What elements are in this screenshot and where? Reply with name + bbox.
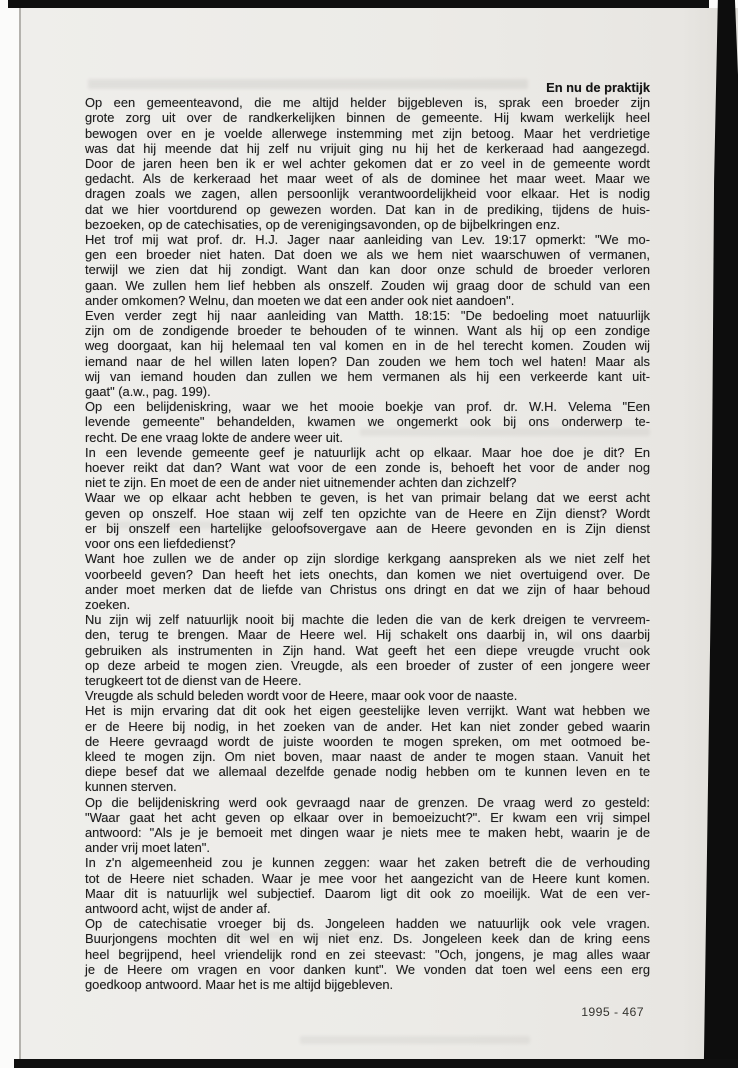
paragraph [85,688,650,703]
text-line: gen een broeder niet haten. Dat doen we als we hem niet waarschuwen of vermanen, [85,247,650,263]
text-line: Vreugde als schuld beleden wordt voor de Heere, maar ook voor de naaste. [85,688,518,704]
text-line: terwijl we zien dat hij zondigt. Want dan kan door onze schuld de broeder verloren [85,262,650,278]
text-line: wij van iemand houden dan zullen we hem vermanen als hij een verkeerde kant uit- [85,368,650,384]
text-line: Maar dit is natuurlijk wel subjectief. Daarom ligt dit ook zo moeilijk. Wat de een ver- [85,885,650,901]
text-line: antwoord acht, wijst de ander af. [85,900,271,916]
text-line: Op een gemeenteavond, die me altijd helder bijgebleven is, sprak een broeder zijn [85,95,650,111]
text-line: Waar we op elkaar acht hebben te geven, is het van primair belang dat we eerst acht [85,490,650,506]
text-line: gebruiken als instrumenten in Zijn hand. Wat geeft het een diepe vreugde vrucht ook [85,642,650,658]
bleed-through-mark [300,1036,530,1044]
paragraph [85,855,650,916]
text-line: voorbeeld geven? Dan heeft het iets onechts, dan komen we niet overtuigend over. De [85,566,650,582]
text-line: de Heere gevraagd wordt de juiste woorden te mogen spreken, om met ootmoed be- [85,733,650,749]
text-line: gaan. We zullen hem lief hebben als onszelf. Zouden wij graag door de schuld van een [85,277,650,293]
article-body [85,95,650,992]
text-line: dat we hier voortdurend op gewezen worden. Dat kan in de prediking, tijdens de huis- [85,201,650,217]
paragraph [85,703,650,794]
text-line: diepe besef dat we allemaal dezelfde genade nodig hebben om te kunnen leven en te [85,764,650,780]
article-text-column [85,80,650,992]
text-line: Op die belijdeniskring werd ook gevraagd naar de grenzen. De vraag werd zo gesteld: [85,794,650,810]
text-line: tot de Heere niet schaden. Waar je mee voor het aangezicht van de Heere kunt komen. [85,870,650,886]
text-line: zoeken. [85,596,131,612]
paragraph [85,308,650,399]
scan-edge-top [8,0,709,8]
paragraph [85,445,650,491]
text-line: geven op onszelf. Hoe staan wij zelf ten opzichte van de Heere en Zijn dienst? Wordt [85,505,650,521]
text-line: recht. De ene vraag lokte de andere weer uit. [85,429,343,445]
text-line: ander omkomen? Welnu, dan moeten we dat een ander ook niet aandoen". [85,292,515,308]
text-line: gaat" (a.w., pag. 199). [85,384,211,400]
text-line: Buurjongens mochten dit wel en wij niet enz. Ds. Jongeleen keek dan de kring eens [85,931,650,947]
text-line: er de Heere bij nodig, in het zoeken van de ander. Het kan niet zonder gebed waarin [85,718,650,734]
text-line: Nu zijn wij zelf natuurlijk nooit bij machte die leden die van de kerk dreigen te vervreem- [85,612,650,628]
text-line: "Waar gaat het acht geven op elkaar over in bemoeizucht?". Er kwam een vrij simpel [85,809,650,825]
paragraph [85,399,650,445]
paragraph [85,612,650,688]
text-line: Door de jaren heen ben ik er wel achter gekomen dat er zo veel in de gemeente wordt [85,156,650,172]
text-line: dragen zoals we zagen, allen persoonlijk verantwoordelijkheid voor elkaar. Het is nodig [85,186,650,202]
text-line: Op de catechisatie vroeger bij ds. Jongeleen hadden we natuurlijk ook vele vragen. [85,916,650,932]
text-line: Het trof mij wat prof. dr. H.J. Jager naar aanleiding van Lev. 19:17 opmerkt: "We mo- [85,232,650,248]
text-line: Het is mijn ervaring dat dit ook het eigen geestelijke leven verrijkt. Want wat hebben we [85,703,650,719]
page-gutter-line [19,8,21,1060]
paragraph [85,916,650,992]
text-line: bewogen over en je voelde allerwege instemming met zijn betoog. Maar het verdrietige [85,125,650,141]
text-line: gedacht. Als de kerkeraad het maar weet of als de dominee het maar weet. Maar we [85,171,650,187]
paragraph [85,95,650,232]
page-number: 1995 - 467 [581,1005,644,1019]
scan-edge-bottom [14,1059,738,1068]
paragraph [85,551,650,612]
text-line: den, terug te brengen. Maar de Heere wel. Hij schakelt ons daarbij in, wil ons daarbij [85,627,650,643]
text-line: heel begrijpend, heel vriendelijk rond en zei steevast: "Och, jongens, je mag alles waar [85,946,650,962]
text-line: levende gemeente" behandelden, kwamen we ongemerkt ook bij ons onderwerp te- [85,414,650,430]
text-line: terugkeert tot de dienst van de Heere. [85,672,302,688]
text-line: In een levende gemeente geef je natuurlijk acht op elkaar. Maar hoe doe je dit? En [85,444,650,460]
text-line: kleed te mogen zijn. Om niet boven, maar naast de ander te mogen staan. Vanuit het [85,748,650,764]
text-line: Op een belijdeniskring, waar we het mooie boekje van prof. dr. W.H. Velema "Een [85,399,650,415]
article-section-title: En nu de praktijk [546,80,650,95]
text-line: Even verder zegt hij naar aanleiding van Matth. 18:15: "De bedoeling moet natuurlijk [85,308,650,324]
paragraph [85,795,650,856]
text-line: op deze arbeid te mogen zien. Vreugde, als een broeder of zuster of een jongere weer [85,657,650,673]
paragraph [85,232,650,308]
text-line: Want hoe zullen we de ander op zijn slordige kerkgang aanspreken als we niet zelf het [85,551,650,567]
text-line: er bij onszelf een hartelijke geloofsovergave aan de Heere gevonden en is Zijn dienst [85,520,650,536]
text-line: ander moet merken dat de liefde van Christus ons dringt en dat we zijn of haar behoud [85,581,650,597]
text-line: In z'n algemeenheid zou je kunnen zeggen: waar het zaken betreft die de verhouding [85,855,650,871]
text-line: bezoeken, op de catechisaties, op de verenigingsavonden, op de bijbelkringen enz. [85,216,561,232]
text-line: ander vrij moet laten". [85,840,210,856]
text-line: voor ons een liefdedienst? [85,536,236,552]
text-line: kunnen sterven. [85,779,177,795]
text-line: iemand naar de hel willen laten lopen? Dan zouden we hem toch wel haten! Maar als [85,353,650,369]
paragraph [85,490,650,551]
text-line: was dat hij meende dat hij zelf nu vrijuit ging nu hij het de kerkeraad had aangezegd. [85,140,650,156]
text-line: je de Heere om vragen en voor danken kunt". We vonden dat toen wel eens een erg [85,961,650,977]
text-line: hoever reikt dat dan? Want wat voor de een zonde is, behoeft het voor de ander nog [85,460,650,476]
text-line: goedkoop antwoord. Maar het is me altijd bijgebleven. [85,976,394,992]
text-line: weg doorgaat, kan hij helemaal ten val komen en in de hel terecht komen. Zouden wij [85,338,650,354]
text-line: niet te zijn. En moet de een de ander niet uitnemender achten dan zichzelf? [85,475,517,491]
text-line: antwoord: "Als je je bemoeit met dingen waar je niets mee te maken hebt, waarin je de [85,824,650,840]
text-line: grote zorg uit over de randkerkelijken binnen de gemeente. Hij kwam werkelijk heel [85,110,650,126]
text-line: zijn om de zondigende broeder te behouden of te winnen. Want als hij op een zondige [85,323,650,339]
